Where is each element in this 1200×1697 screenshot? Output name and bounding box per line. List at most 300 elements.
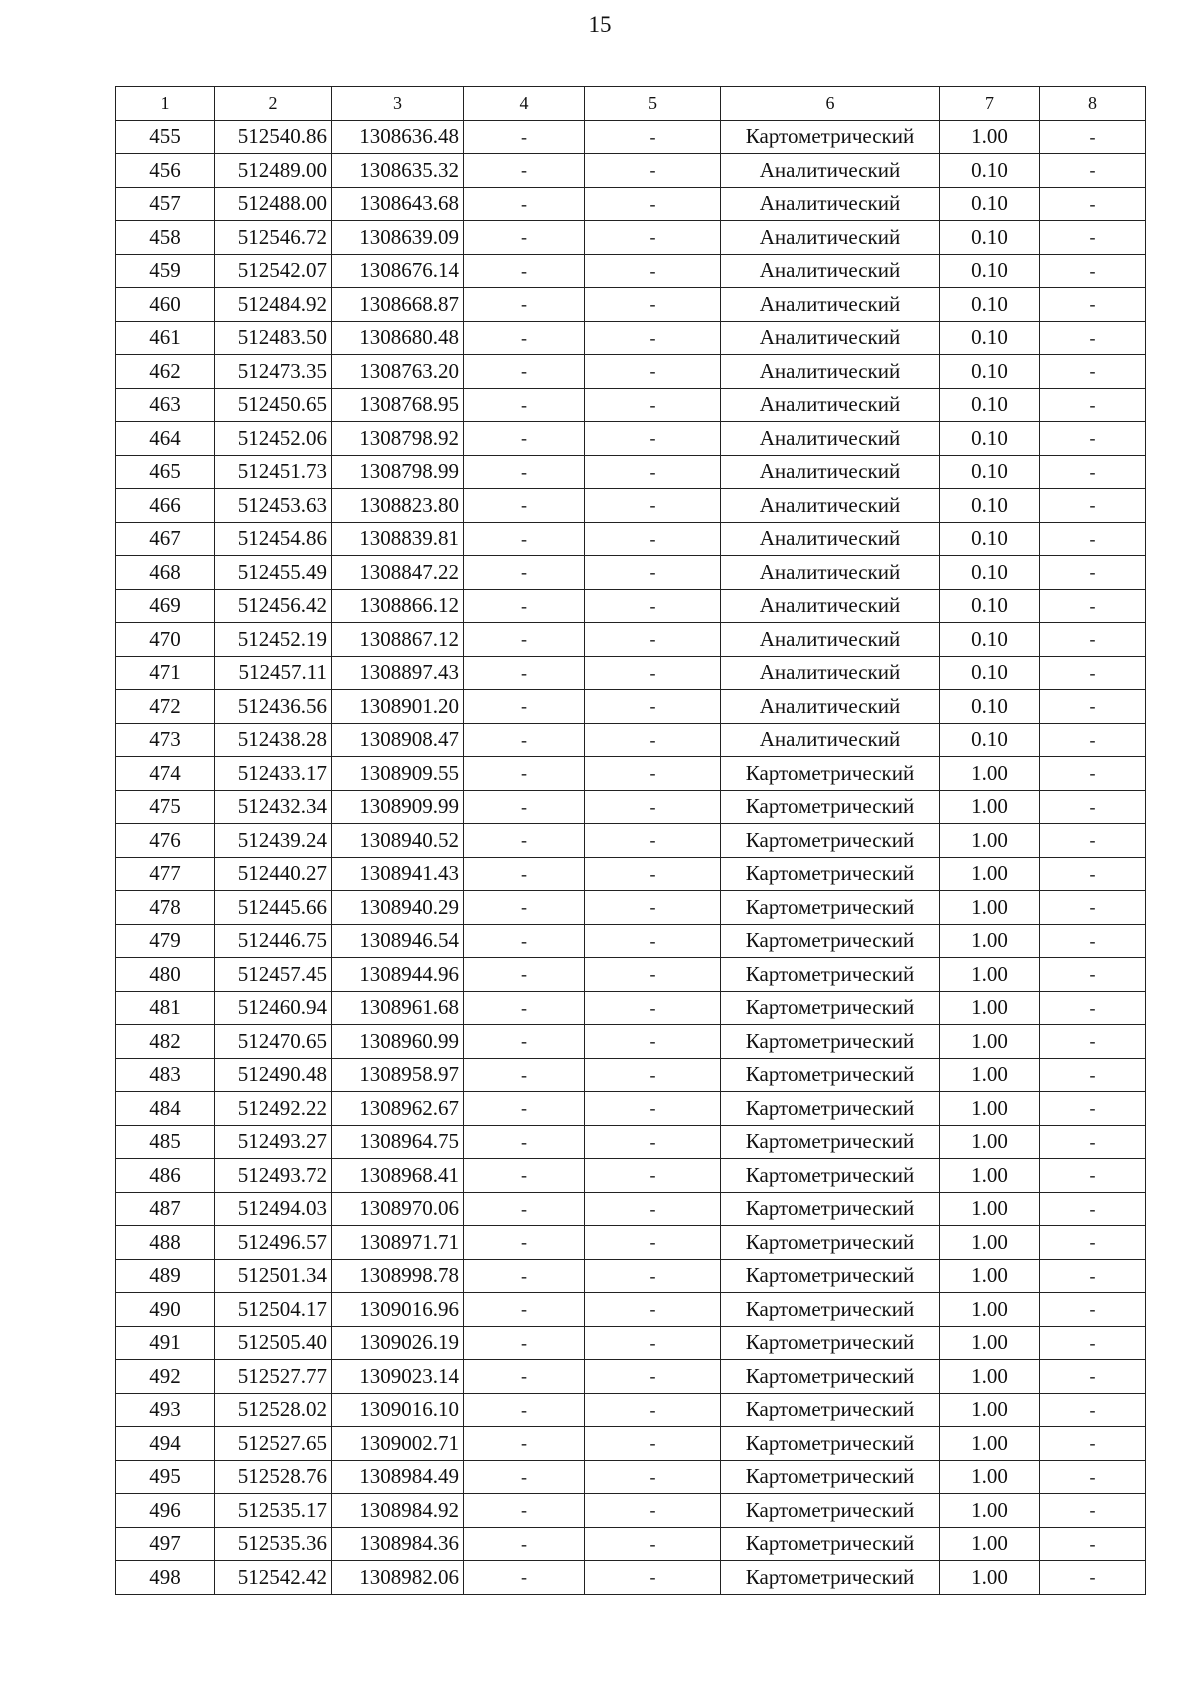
table-cell: 462: [116, 355, 215, 389]
table-cell: 1308866.12: [332, 589, 464, 623]
table-cell: 512489.00: [215, 154, 332, 188]
table-cell: 0.10: [940, 388, 1040, 422]
table-cell: 1.00: [940, 1360, 1040, 1394]
table-cell: -: [464, 1192, 585, 1226]
table-cell: -: [464, 120, 585, 154]
table-cell: 512455.49: [215, 556, 332, 590]
table-row: [116, 924, 1146, 958]
table-cell: 1308998.78: [332, 1259, 464, 1293]
table-cell: -: [585, 1360, 721, 1394]
table-cell: Картометрический: [721, 790, 940, 824]
table-cell: -: [1040, 489, 1146, 523]
table-cell: Аналитический: [721, 221, 940, 255]
table-cell: Аналитический: [721, 422, 940, 456]
table-cell: Картометрический: [721, 1125, 940, 1159]
table-cell: 0.10: [940, 355, 1040, 389]
table-cell: -: [585, 288, 721, 322]
table-cell: 1308823.80: [332, 489, 464, 523]
table-cell: 512457.45: [215, 958, 332, 992]
table-cell: 512496.57: [215, 1226, 332, 1260]
column-header: 8: [1040, 87, 1146, 121]
table-cell: Картометрический: [721, 1025, 940, 1059]
table-cell: -: [464, 924, 585, 958]
table-cell: 0.10: [940, 254, 1040, 288]
table-row: [116, 221, 1146, 255]
table-row: [116, 1561, 1146, 1595]
table-cell: -: [1040, 656, 1146, 690]
table-cell: -: [464, 1427, 585, 1461]
table-cell: 1.00: [940, 891, 1040, 925]
table-cell: 1.00: [940, 1494, 1040, 1528]
table-cell: 482: [116, 1025, 215, 1059]
table-cell: -: [1040, 1025, 1146, 1059]
table-row: [116, 1092, 1146, 1126]
table-cell: 512453.63: [215, 489, 332, 523]
table-header-row: [116, 87, 1146, 121]
table-cell: 0.10: [940, 455, 1040, 489]
table-row: [116, 288, 1146, 322]
column-header: 7: [940, 87, 1040, 121]
table-cell: -: [585, 120, 721, 154]
table-cell: 1309002.71: [332, 1427, 464, 1461]
table-cell: 512457.11: [215, 656, 332, 690]
table-cell: 1.00: [940, 1025, 1040, 1059]
table-cell: -: [1040, 288, 1146, 322]
table-cell: -: [1040, 623, 1146, 657]
table-cell: -: [464, 288, 585, 322]
column-header: 2: [215, 87, 332, 121]
table-cell: 1308941.43: [332, 857, 464, 891]
table-row: [116, 321, 1146, 355]
table-cell: Картометрический: [721, 1460, 940, 1494]
table-cell: Аналитический: [721, 623, 940, 657]
column-header: 1: [116, 87, 215, 121]
table-cell: 1.00: [940, 120, 1040, 154]
table-cell: -: [1040, 924, 1146, 958]
table-cell: 1.00: [940, 1125, 1040, 1159]
table-cell: Картометрический: [721, 891, 940, 925]
table-cell: Аналитический: [721, 355, 940, 389]
table-cell: -: [1040, 1293, 1146, 1327]
table-cell: 1308798.92: [332, 422, 464, 456]
table-cell: -: [1040, 1360, 1146, 1394]
table-cell: -: [464, 1226, 585, 1260]
table-cell: -: [585, 388, 721, 422]
table-cell: 464: [116, 422, 215, 456]
table-cell: -: [464, 1460, 585, 1494]
table-cell: 484: [116, 1092, 215, 1126]
table-cell: 1308897.43: [332, 656, 464, 690]
table-cell: -: [585, 254, 721, 288]
table-cell: 463: [116, 388, 215, 422]
table-cell: 468: [116, 556, 215, 590]
table-cell: 467: [116, 522, 215, 556]
table-cell: -: [464, 790, 585, 824]
table-cell: -: [1040, 1393, 1146, 1427]
table-cell: -: [585, 154, 721, 188]
table-cell: Картометрический: [721, 1427, 940, 1461]
table-cell: 1308908.47: [332, 723, 464, 757]
table-cell: -: [464, 1092, 585, 1126]
table-cell: -: [1040, 958, 1146, 992]
coordinates-table: [115, 86, 1146, 1595]
table-cell: -: [464, 891, 585, 925]
table-cell: -: [464, 857, 585, 891]
table-cell: -: [585, 857, 721, 891]
table-cell: -: [585, 891, 721, 925]
table-row: [116, 1527, 1146, 1561]
table-cell: 471: [116, 656, 215, 690]
page-number: 15: [588, 12, 612, 37]
table-cell: 459: [116, 254, 215, 288]
table-cell: 512454.86: [215, 522, 332, 556]
table-cell: -: [464, 221, 585, 255]
table-cell: -: [464, 723, 585, 757]
table-cell: 476: [116, 824, 215, 858]
table-cell: 1308946.54: [332, 924, 464, 958]
table-cell: 1.00: [940, 1561, 1040, 1595]
table-cell: Картометрический: [721, 1159, 940, 1193]
table-cell: 1308962.67: [332, 1092, 464, 1126]
table-cell: 512473.35: [215, 355, 332, 389]
table-cell: 512432.34: [215, 790, 332, 824]
table-cell: 472: [116, 690, 215, 724]
table-cell: 512535.36: [215, 1527, 332, 1561]
table-cell: 1308971.71: [332, 1226, 464, 1260]
table-cell: 1308944.96: [332, 958, 464, 992]
table-cell: 1308680.48: [332, 321, 464, 355]
table-cell: Аналитический: [721, 522, 940, 556]
table-row: [116, 1460, 1146, 1494]
table-cell: -: [464, 1159, 585, 1193]
table-cell: 0.10: [940, 288, 1040, 322]
table-row: [116, 1058, 1146, 1092]
table-cell: Картометрический: [721, 1360, 940, 1394]
table-cell: 481: [116, 991, 215, 1025]
table-cell: 512542.42: [215, 1561, 332, 1595]
table-cell: Аналитический: [721, 254, 940, 288]
table-cell: -: [1040, 589, 1146, 623]
table-cell: -: [585, 1259, 721, 1293]
table-cell: 0.10: [940, 623, 1040, 657]
table-cell: -: [1040, 522, 1146, 556]
table-cell: 512450.65: [215, 388, 332, 422]
table-cell: 1.00: [940, 1427, 1040, 1461]
column-header: 3: [332, 87, 464, 121]
table-cell: 512504.17: [215, 1293, 332, 1327]
table-cell: -: [585, 924, 721, 958]
table-cell: -: [1040, 1326, 1146, 1360]
table-cell: 458: [116, 221, 215, 255]
table-cell: -: [585, 723, 721, 757]
table-cell: 492: [116, 1360, 215, 1394]
table-cell: -: [464, 958, 585, 992]
table-cell: -: [585, 958, 721, 992]
table-cell: 512446.75: [215, 924, 332, 958]
table-cell: 512451.73: [215, 455, 332, 489]
table-cell: 493: [116, 1393, 215, 1427]
table-row: [116, 623, 1146, 657]
table-cell: -: [1040, 991, 1146, 1025]
table-cell: 512436.56: [215, 690, 332, 724]
table-cell: 1.00: [940, 1393, 1040, 1427]
table-cell: 0.10: [940, 589, 1040, 623]
table-cell: 1308643.68: [332, 187, 464, 221]
table-cell: -: [585, 422, 721, 456]
table-cell: 474: [116, 757, 215, 791]
table-cell: -: [1040, 1092, 1146, 1126]
table-cell: 0.10: [940, 187, 1040, 221]
table-cell: Картометрический: [721, 991, 940, 1025]
table-row: [116, 1259, 1146, 1293]
table-row: [116, 857, 1146, 891]
table-cell: Картометрический: [721, 857, 940, 891]
table-cell: 1308639.09: [332, 221, 464, 255]
table-cell: 1.00: [940, 1192, 1040, 1226]
table-cell: -: [585, 321, 721, 355]
table-row: [116, 422, 1146, 456]
table-cell: 512440.27: [215, 857, 332, 891]
table-cell: -: [1040, 1527, 1146, 1561]
table-cell: 1.00: [940, 790, 1040, 824]
table-cell: 512456.42: [215, 589, 332, 623]
table-cell: -: [464, 556, 585, 590]
table-cell: 465: [116, 455, 215, 489]
table-cell: -: [585, 1460, 721, 1494]
table-row: [116, 388, 1146, 422]
table-cell: 456: [116, 154, 215, 188]
table-cell: -: [585, 1427, 721, 1461]
table-cell: 1.00: [940, 991, 1040, 1025]
table-cell: 473: [116, 723, 215, 757]
table-cell: 512527.77: [215, 1360, 332, 1394]
table-body: [116, 120, 1146, 1594]
table-cell: 494: [116, 1427, 215, 1461]
table-row: [116, 120, 1146, 154]
table-cell: Аналитический: [721, 455, 940, 489]
table-cell: -: [1040, 187, 1146, 221]
table-cell: 489: [116, 1259, 215, 1293]
table-cell: -: [464, 824, 585, 858]
table-cell: 0.10: [940, 522, 1040, 556]
table-row: [116, 355, 1146, 389]
table-cell: 512445.66: [215, 891, 332, 925]
table-cell: 478: [116, 891, 215, 925]
column-header: 4: [464, 87, 585, 121]
table-cell: -: [585, 1025, 721, 1059]
table-cell: Картометрический: [721, 1058, 940, 1092]
table-cell: -: [464, 656, 585, 690]
table-cell: 495: [116, 1460, 215, 1494]
table-cell: -: [464, 1527, 585, 1561]
table-cell: -: [585, 355, 721, 389]
table-row: [116, 489, 1146, 523]
table-cell: -: [585, 589, 721, 623]
table-row: [116, 891, 1146, 925]
table-cell: -: [464, 757, 585, 791]
table-cell: -: [1040, 1058, 1146, 1092]
table-cell: -: [585, 1192, 721, 1226]
table-cell: 1308964.75: [332, 1125, 464, 1159]
table-cell: 512490.48: [215, 1058, 332, 1092]
table-cell: -: [1040, 154, 1146, 188]
table-cell: -: [464, 589, 585, 623]
table-cell: 512528.76: [215, 1460, 332, 1494]
table-row: [116, 589, 1146, 623]
table-cell: 1308940.29: [332, 891, 464, 925]
table-cell: 1308847.22: [332, 556, 464, 590]
table-cell: Картометрический: [721, 1527, 940, 1561]
table-cell: -: [585, 1125, 721, 1159]
table-cell: 1.00: [940, 1527, 1040, 1561]
table-row: [116, 1360, 1146, 1394]
table-row: [116, 1159, 1146, 1193]
table-row: [116, 958, 1146, 992]
table-cell: Картометрический: [721, 924, 940, 958]
table-cell: Картометрический: [721, 1293, 940, 1327]
table-cell: 455: [116, 120, 215, 154]
table-cell: 475: [116, 790, 215, 824]
table-cell: -: [464, 1025, 585, 1059]
table-cell: 1309016.10: [332, 1393, 464, 1427]
table-cell: -: [464, 1494, 585, 1528]
table-cell: 1308970.06: [332, 1192, 464, 1226]
table-cell: 1309023.14: [332, 1360, 464, 1394]
table-cell: 512493.27: [215, 1125, 332, 1159]
table-cell: 1.00: [940, 1326, 1040, 1360]
table-cell: 0.10: [940, 489, 1040, 523]
table-cell: -: [1040, 1561, 1146, 1595]
table-cell: -: [464, 1058, 585, 1092]
table-cell: -: [1040, 790, 1146, 824]
table-cell: 0.10: [940, 656, 1040, 690]
table-cell: 512460.94: [215, 991, 332, 1025]
table-cell: Аналитический: [721, 723, 940, 757]
table-cell: Аналитический: [721, 656, 940, 690]
table-cell: -: [585, 522, 721, 556]
table-cell: 1308940.52: [332, 824, 464, 858]
table-cell: -: [585, 656, 721, 690]
table-cell: 1.00: [940, 924, 1040, 958]
table-cell: 1308984.49: [332, 1460, 464, 1494]
table-cell: 512528.02: [215, 1393, 332, 1427]
table-cell: 1.00: [940, 1226, 1040, 1260]
table-cell: -: [585, 623, 721, 657]
table-cell: 491: [116, 1326, 215, 1360]
table-cell: 1308961.68: [332, 991, 464, 1025]
table-cell: 490: [116, 1293, 215, 1327]
table-cell: -: [1040, 1159, 1146, 1193]
table-cell: -: [464, 1293, 585, 1327]
table-cell: Картометрический: [721, 958, 940, 992]
table-row: [116, 254, 1146, 288]
table-cell: -: [585, 1092, 721, 1126]
table-cell: 512470.65: [215, 1025, 332, 1059]
table-cell: -: [1040, 1460, 1146, 1494]
table-row: [116, 1192, 1146, 1226]
table-row: [116, 1125, 1146, 1159]
table-cell: Аналитический: [721, 388, 940, 422]
table-cell: 1308984.92: [332, 1494, 464, 1528]
table-cell: 457: [116, 187, 215, 221]
table-cell: -: [464, 154, 585, 188]
table-row: [116, 824, 1146, 858]
table-row: [116, 1427, 1146, 1461]
table-cell: -: [1040, 757, 1146, 791]
table-cell: 483: [116, 1058, 215, 1092]
table-cell: -: [1040, 422, 1146, 456]
table-cell: 1308984.36: [332, 1527, 464, 1561]
table-cell: 497: [116, 1527, 215, 1561]
table-cell: -: [464, 1360, 585, 1394]
table-cell: 1.00: [940, 1460, 1040, 1494]
table-row: [116, 1025, 1146, 1059]
table-cell: -: [1040, 1494, 1146, 1528]
table-row: [116, 187, 1146, 221]
table-cell: 512439.24: [215, 824, 332, 858]
table-cell: -: [464, 388, 585, 422]
table-cell: -: [464, 991, 585, 1025]
table-cell: 1.00: [940, 958, 1040, 992]
table-cell: Аналитический: [721, 589, 940, 623]
column-header: 6: [721, 87, 940, 121]
table-cell: -: [585, 221, 721, 255]
table-cell: -: [464, 690, 585, 724]
table-cell: 1308909.55: [332, 757, 464, 791]
table-cell: -: [464, 422, 585, 456]
table-cell: 480: [116, 958, 215, 992]
table-cell: 470: [116, 623, 215, 657]
table-cell: 1308636.48: [332, 120, 464, 154]
table-cell: -: [585, 690, 721, 724]
table-row: [116, 757, 1146, 791]
table-row: [116, 556, 1146, 590]
table-cell: -: [585, 1293, 721, 1327]
table-row: [116, 656, 1146, 690]
table-cell: 0.10: [940, 154, 1040, 188]
table-cell: -: [585, 1058, 721, 1092]
table-cell: 0.10: [940, 723, 1040, 757]
table-cell: 1308668.87: [332, 288, 464, 322]
table-cell: -: [464, 489, 585, 523]
table-cell: 1.00: [940, 1092, 1040, 1126]
table-cell: -: [464, 1259, 585, 1293]
table-cell: Картометрический: [721, 757, 940, 791]
table-cell: -: [585, 1326, 721, 1360]
table-cell: 1308909.99: [332, 790, 464, 824]
table-cell: 1308968.41: [332, 1159, 464, 1193]
table-cell: -: [585, 489, 721, 523]
table-cell: 1309016.96: [332, 1293, 464, 1327]
table-cell: 496: [116, 1494, 215, 1528]
table-cell: -: [1040, 1226, 1146, 1260]
table-cell: 1308982.06: [332, 1561, 464, 1595]
table-cell: -: [1040, 1125, 1146, 1159]
table-cell: -: [585, 1527, 721, 1561]
table-cell: -: [1040, 723, 1146, 757]
table-cell: -: [464, 1561, 585, 1595]
table-cell: Картометрический: [721, 1226, 940, 1260]
table-cell: Картометрический: [721, 1561, 940, 1595]
table-cell: -: [1040, 1427, 1146, 1461]
table-cell: 512501.34: [215, 1259, 332, 1293]
table-cell: -: [464, 522, 585, 556]
table-cell: 0.10: [940, 221, 1040, 255]
table-cell: 1.00: [940, 757, 1040, 791]
table-cell: 485: [116, 1125, 215, 1159]
table-cell: 512438.28: [215, 723, 332, 757]
table-cell: 479: [116, 924, 215, 958]
